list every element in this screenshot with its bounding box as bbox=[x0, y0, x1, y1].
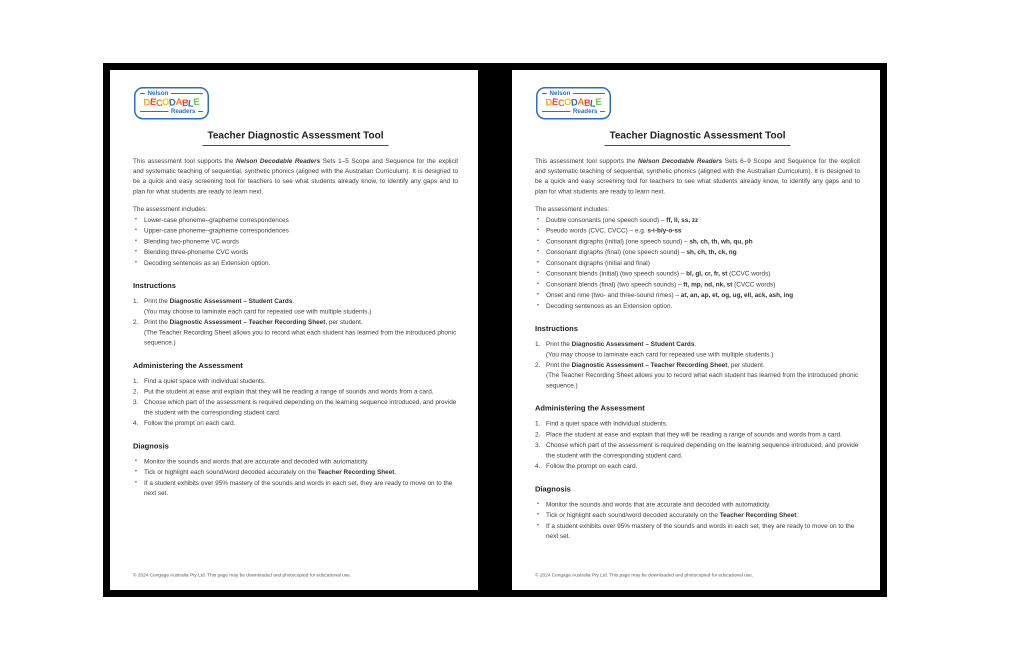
item-number: 1. bbox=[133, 297, 139, 305]
bullet-item bbox=[133, 456, 458, 466]
page-title: Teacher Diagnostic Assessment Tool bbox=[133, 127, 458, 146]
text-run: . bbox=[694, 340, 697, 348]
text-run: (CCVC words) bbox=[727, 269, 771, 278]
logo-letter: A bbox=[175, 96, 183, 108]
bold-run: Diagnostic Assessment – Teacher Recording Sheet bbox=[169, 318, 326, 326]
text-run: Sets 1–5 Scope and Sequence for the explicit and systematic teaching of sequential, synthetic phonics (aligned with the Australian Curriculum). It is designed to be a quick and easy screening tool for teachers to see what students already know, to identify any gaps and to plan for what students are ready to learn next. bbox=[133, 156, 459, 195]
logo-letter: D bbox=[143, 96, 151, 109]
text-run: Follow the prompt on each card. bbox=[546, 462, 638, 470]
bullet-icon: • bbox=[135, 457, 137, 464]
instructions-list bbox=[535, 339, 860, 391]
text-run: Put the student at ease and explain that they will be reading a range of sounds and words from a card. bbox=[144, 387, 434, 395]
logo-rule-icon bbox=[198, 111, 203, 112]
bullet-icon: • bbox=[537, 291, 539, 298]
text-run: Consonant digraphs (final) (one speech sound) – bbox=[546, 248, 687, 256]
logo-rule-icon bbox=[542, 111, 570, 112]
logo-letter: O bbox=[563, 96, 572, 108]
numbered-item bbox=[535, 339, 860, 359]
logo-bottom-row bbox=[140, 108, 203, 115]
bold-run: bl, gl, cr, fr, st bbox=[686, 269, 728, 278]
bullet-icon: • bbox=[537, 500, 539, 507]
item-number: 1. bbox=[535, 419, 541, 428]
numbered-item bbox=[535, 461, 860, 471]
bullet-icon: • bbox=[537, 280, 539, 287]
includes-list bbox=[133, 215, 458, 268]
includes-list bbox=[535, 215, 860, 311]
logo-letter: B bbox=[181, 97, 189, 109]
brand-name-text: Nelson Decodable Readers bbox=[235, 156, 321, 165]
administering-list bbox=[133, 376, 458, 429]
numbered-item bbox=[133, 376, 458, 386]
numbered-item bbox=[133, 296, 458, 316]
text-run: Choose which part of the assessment is required depending on the learning sequence introduced, and provide the student with the corresponding student card. bbox=[144, 398, 457, 416]
logo-rule-icon bbox=[573, 93, 605, 94]
diagnosis-heading: Diagnosis bbox=[535, 484, 571, 494]
brand-name-text: Nelson Decodable Readers bbox=[637, 156, 723, 165]
text-run: Monitor the sounds and words that are accurate and decoded with automaticity. bbox=[144, 457, 369, 465]
bullet-item bbox=[535, 510, 860, 520]
text-run: Print the bbox=[144, 318, 170, 326]
logo-letter: O bbox=[161, 96, 170, 108]
bullet-item bbox=[535, 236, 860, 246]
text-run: Print the bbox=[546, 361, 572, 369]
instructions-list bbox=[133, 296, 458, 348]
text-run: Consonant blends (final) (two speech sounds) – bbox=[546, 280, 684, 288]
numbered-item bbox=[133, 397, 458, 417]
administering-heading: Administering the Assessment bbox=[133, 361, 243, 370]
logo-letter: B bbox=[583, 97, 591, 109]
bullet-icon: • bbox=[537, 269, 539, 276]
bold-run: sh, ch, th, wh, qu, ph bbox=[689, 237, 753, 245]
text-run: Place the student at ease and explain that they will be reading a range of sounds and words from a card. bbox=[546, 430, 842, 438]
bullet-item bbox=[133, 478, 458, 498]
text-run: Find a quiet space with individual students. bbox=[144, 376, 266, 385]
bullet-item bbox=[133, 247, 458, 257]
logo-letter: L bbox=[187, 98, 194, 110]
logo-decodable-wordmark bbox=[140, 96, 203, 110]
logo-letter: D bbox=[570, 97, 578, 109]
instructions-heading: Instructions bbox=[133, 281, 176, 291]
numbered-item bbox=[535, 360, 860, 391]
bullet-item bbox=[133, 215, 458, 225]
bullet-icon: • bbox=[135, 258, 137, 265]
intro-paragraph bbox=[133, 156, 458, 197]
administering-list bbox=[535, 419, 860, 472]
bullet-icon: • bbox=[135, 237, 137, 244]
page-backdrop bbox=[103, 63, 887, 597]
item-number: 4. bbox=[133, 419, 139, 427]
bullet-item bbox=[535, 215, 860, 225]
text-run: Double consonants (one speech sound) – bbox=[546, 215, 667, 224]
logo-rule-icon bbox=[542, 93, 547, 94]
nelson-decodable-readers-logo bbox=[134, 87, 209, 119]
logo-letter: D bbox=[168, 97, 176, 109]
bullet-icon: • bbox=[537, 237, 539, 244]
bullet-item bbox=[535, 290, 860, 300]
text-run: Tick or highlight each sound/word decoded accurately on the bbox=[144, 468, 318, 476]
bold-run: Teacher Recording Sheet bbox=[719, 511, 797, 519]
page-2-content bbox=[512, 70, 880, 590]
diagnosis-heading: Diagnosis bbox=[133, 441, 169, 451]
bullet-item bbox=[535, 499, 860, 509]
text-run: If a student exhibits over 95% mastery of the sounds and words in each set, they are ready to move on to the next set. bbox=[144, 478, 453, 497]
item-note: (You may choose to laminate each card for repeated use with multiple students.) bbox=[546, 350, 774, 358]
instructions-heading: Instructions bbox=[535, 324, 578, 334]
logo-rule-icon bbox=[171, 93, 203, 94]
text-run: . bbox=[292, 297, 295, 305]
text-run: Decoding sentences as an Extension option. bbox=[546, 301, 673, 310]
logo-top-row bbox=[542, 90, 605, 97]
logo-readers-text: Readers bbox=[170, 107, 196, 115]
numbered-item bbox=[133, 387, 458, 397]
bullet-icon: • bbox=[537, 301, 539, 308]
bullet-icon: • bbox=[135, 226, 137, 233]
diagnosis-list bbox=[133, 456, 458, 498]
diagnosis-list bbox=[535, 499, 860, 541]
bold-run: ff, ll, ss, zz bbox=[666, 215, 699, 224]
item-note: (The Teacher Recording Sheet allows you to record what each student has learned from the introduced phonic sequence.) bbox=[144, 328, 457, 347]
item-number: 2. bbox=[535, 361, 541, 369]
logo-decodable-wordmark bbox=[542, 96, 605, 110]
bullet-item bbox=[535, 226, 860, 236]
item-number: 2. bbox=[133, 387, 139, 395]
bullet-item bbox=[535, 279, 860, 289]
text-run: This assessment tool supports the bbox=[133, 156, 236, 165]
bullet-item bbox=[133, 467, 458, 477]
item-note: (The Teacher Recording Sheet allows you to record what each student has learned from the introduced phonic sequence.) bbox=[546, 371, 859, 389]
bullet-icon: • bbox=[537, 226, 539, 233]
bullet-icon: • bbox=[135, 248, 137, 255]
bold-run: s-i-b/y-o-ss bbox=[647, 226, 682, 235]
logo-letter: C bbox=[155, 97, 163, 109]
text-run: Print the bbox=[546, 340, 572, 348]
bullet-item bbox=[535, 301, 860, 311]
bullet-item bbox=[535, 247, 860, 257]
bullet-icon: • bbox=[135, 215, 137, 222]
text-run: Consonant blends (initial) (two speech sounds) – bbox=[546, 269, 687, 278]
item-number: 3. bbox=[133, 398, 139, 406]
text-run: Tick or highlight each sound/word decoded accurately on the bbox=[546, 511, 720, 519]
bold-run: ft, mp, nd, nk, st bbox=[683, 280, 733, 288]
text-run: Consonant digraphs (initial and final) bbox=[546, 258, 650, 267]
copyright-footer: © 2024 Cengage Australia Pty Ltd. This page may be downloaded and photocopied for educational use. bbox=[133, 572, 352, 578]
text-run: Blending two-phoneme VC words bbox=[144, 237, 239, 245]
numbered-item bbox=[535, 440, 860, 460]
bullet-icon: • bbox=[537, 258, 539, 265]
page-1 bbox=[110, 70, 478, 590]
bold-run: at, an, ap, et, og, ug, ell, ack, ash, ing bbox=[680, 291, 794, 299]
item-number: 2. bbox=[133, 318, 139, 326]
logo-letter: E bbox=[594, 96, 602, 108]
page-title: Teacher Diagnostic Assessment Tool bbox=[535, 127, 860, 146]
logo-letter: E bbox=[149, 96, 157, 108]
text-run: , per student. bbox=[325, 318, 363, 326]
item-note: (You may choose to laminate each card for repeated use with multiple students.) bbox=[144, 307, 372, 315]
logo-top-row bbox=[140, 90, 203, 97]
includes-label: The assessment includes: bbox=[535, 205, 609, 213]
logo-rule-icon bbox=[140, 93, 145, 94]
logo-letter: A bbox=[577, 96, 585, 108]
logo-letter: E bbox=[551, 96, 559, 108]
text-run: Sets 6–9 Scope and Sequence for the explicit and systematic teaching of sequential, synthetic phonics (aligned with the Australian Curriculum). It is designed to be a quick and easy screening tool for teachers to see what students already know, to identify any gaps and to plan for what students are ready to learn next. bbox=[535, 156, 861, 195]
administering-heading: Administering the Assessment bbox=[535, 404, 645, 413]
bullet-icon: • bbox=[537, 215, 539, 222]
includes-label: The assessment includes: bbox=[133, 205, 207, 213]
text-run: Onset and rime (two- and three-sound rimes) – bbox=[546, 291, 681, 299]
numbered-item bbox=[133, 418, 458, 428]
intro-paragraph bbox=[535, 156, 860, 197]
bullet-item bbox=[133, 258, 458, 268]
bold-run: Diagnostic Assessment – Student Cards bbox=[571, 340, 695, 348]
item-number: 1. bbox=[133, 376, 139, 385]
text-run: If a student exhibits over 95% mastery of the sounds and words in each set, they are ready to move on to the next set. bbox=[546, 521, 855, 540]
page-1-content bbox=[110, 70, 478, 590]
bullet-icon: • bbox=[537, 248, 539, 255]
numbered-item bbox=[535, 419, 860, 429]
item-number: 1. bbox=[535, 340, 541, 348]
bold-run: sh, ch, th, ck, ng bbox=[686, 248, 737, 256]
text-run: , per student. bbox=[727, 361, 765, 369]
logo-letter: D bbox=[545, 96, 553, 109]
nelson-decodable-readers-logo bbox=[536, 87, 611, 119]
text-run: . bbox=[796, 511, 799, 519]
text-run: Print the bbox=[144, 297, 170, 305]
bullet-item bbox=[535, 258, 860, 268]
logo-rule-icon bbox=[140, 111, 168, 112]
logo-letter: C bbox=[557, 97, 565, 109]
text-run: Pseudo words (CVC, CVCC) – e.g. bbox=[546, 226, 648, 235]
text-run: (CVCC words) bbox=[732, 280, 776, 288]
copyright-footer: © 2024 Cengage Australia Pty Ltd. This page may be downloaded and photocopied for educational use. bbox=[535, 572, 754, 578]
bullet-icon: • bbox=[135, 468, 137, 475]
text-run: Find a quiet space with individual students. bbox=[546, 419, 668, 428]
text-run: . bbox=[394, 468, 397, 476]
logo-letter: E bbox=[192, 96, 200, 108]
logo-nelson-text: Nelson bbox=[549, 89, 571, 97]
bullet-icon: • bbox=[537, 521, 539, 528]
bullet-icon: • bbox=[135, 478, 137, 485]
text-run: Upper-case phoneme–grapheme correspondences bbox=[144, 226, 289, 235]
bullet-item bbox=[535, 269, 860, 279]
text-run: Blending three-phoneme CVC words bbox=[144, 248, 249, 256]
bold-run: Diagnostic Assessment – Student Cards bbox=[169, 297, 293, 305]
logo-nelson-text: Nelson bbox=[147, 89, 169, 97]
text-run: Monitor the sounds and words that are accurate and decoded with automaticity. bbox=[546, 500, 771, 508]
item-number: 3. bbox=[535, 441, 541, 449]
bullet-icon: • bbox=[537, 511, 539, 518]
logo-letter: L bbox=[589, 98, 596, 110]
text-run: Follow the prompt on each card. bbox=[144, 419, 236, 427]
numbered-item bbox=[133, 317, 458, 348]
logo-bottom-row bbox=[542, 108, 605, 115]
bullet-item bbox=[535, 521, 860, 541]
text-run: This assessment tool supports the bbox=[535, 156, 638, 165]
item-number: 4. bbox=[535, 462, 541, 470]
text-run: Decoding sentences as an Extension option. bbox=[144, 258, 271, 267]
page-2 bbox=[512, 70, 880, 590]
bullet-item bbox=[133, 226, 458, 236]
numbered-item bbox=[535, 429, 860, 439]
logo-readers-text: Readers bbox=[572, 107, 598, 115]
bullet-item bbox=[133, 236, 458, 246]
text-run: Consonant digraphs (initial) (one speech sound) – bbox=[546, 237, 690, 245]
text-run: Lower-case phoneme–grapheme correspondences bbox=[144, 215, 289, 224]
bold-run: Diagnostic Assessment – Teacher Recording Sheet bbox=[571, 361, 728, 369]
item-number: 2. bbox=[535, 430, 541, 438]
text-run: Choose which part of the assessment is required depending on the learning sequence introduced, and provide the student with the corresponding student card. bbox=[546, 441, 859, 459]
logo-rule-icon bbox=[600, 111, 605, 112]
bold-run: Teacher Recording Sheet bbox=[317, 468, 395, 476]
